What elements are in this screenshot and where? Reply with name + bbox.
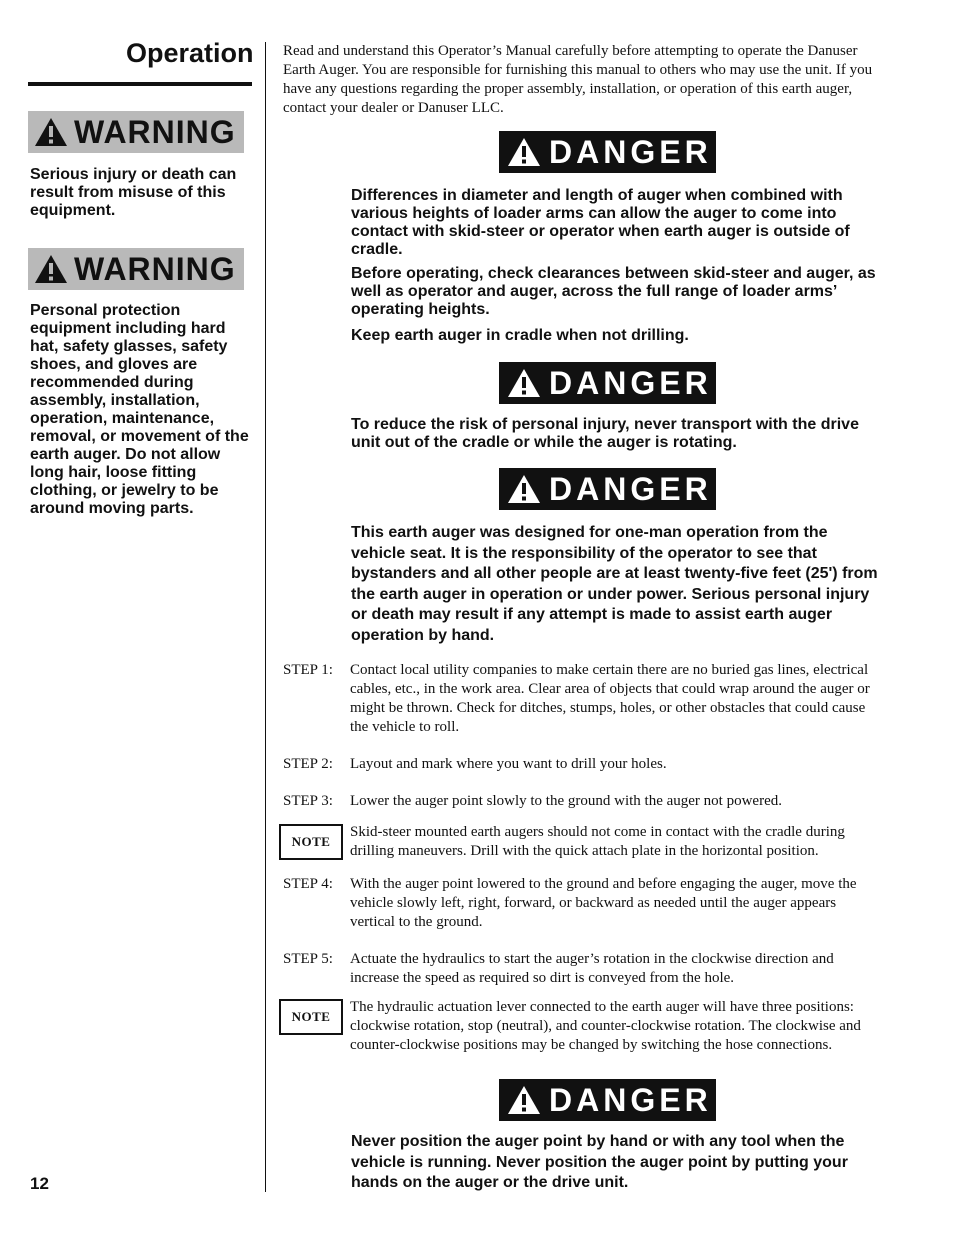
step-label: STEP 5: (283, 951, 333, 967)
warning-triangle-icon (34, 254, 68, 284)
danger-1-paragraph-2: Before operating, check clearances between skid-steer and auger, as well as operator and auger, across the full range of loader arms’ operating heights. (351, 265, 876, 318)
danger-1-paragraph-1: Differences in diameter and length of auger when combined with various heights of loader arms can allow the auger to come into contact with skid-steer or operator when earth auger is outside of cradle. (351, 187, 850, 258)
intro-paragraph: Read and understand this Operator’s Manual carefully before attempting to operate the Danuser Earth Auger. You are responsible for furnishing this manual to others who may use the unit. If you have any questions regarding the proper assembly, installation, or operation of this earth auger, contact your dealer or Danuser LLC. (283, 43, 873, 116)
step-text: Layout and mark where you want to drill your holes. (350, 756, 667, 772)
danger-label-text: DANGER (549, 364, 712, 401)
step-label: STEP 4: (283, 876, 333, 892)
warning-label-text: WARNING (74, 113, 236, 150)
danger-2-paragraph: To reduce the risk of personal injury, never transport with the drive unit out of the cradle or while the auger is rotating. (351, 416, 859, 451)
danger-label-4 (499, 1079, 716, 1121)
warning-triangle-icon (507, 474, 541, 504)
danger-4-paragraph: Never position the auger point by hand or with any tool when the vehicle is running. Never position the auger point by putting your hands on the auger or the drive unit. (351, 1133, 848, 1191)
danger-label-text: DANGER (549, 470, 712, 507)
note-text-1: Skid-steer mounted earth augers should not come in contact with the cradle during drilling maneuvers. Drill with the quick attach plate in the horizontal position. (350, 824, 845, 859)
step-label: STEP 3: (283, 793, 333, 809)
title-rule (28, 82, 252, 86)
step-label: STEP 1: (283, 662, 333, 678)
danger-label-text: DANGER (549, 1081, 712, 1118)
warning-label-1 (28, 111, 244, 153)
danger-label-text: DANGER (549, 133, 712, 170)
warning-triangle-icon (507, 137, 541, 167)
step-2 (283, 755, 873, 774)
step-1 (283, 661, 873, 737)
note-box-1: NOTE (279, 824, 343, 860)
warning-triangle-icon (507, 1085, 541, 1115)
danger-label-1 (499, 131, 716, 173)
column-divider (265, 42, 266, 1192)
danger-1-paragraph-3: Keep earth auger in cradle when not drilling. (351, 327, 689, 344)
step-text: Lower the auger point slowly to the ground with the auger not powered. (350, 793, 782, 809)
warning-text-1: Serious injury or death can result from misuse of this equipment. (30, 166, 237, 219)
step-label: STEP 2: (283, 756, 333, 772)
warning-label-2 (28, 248, 244, 290)
note-box-2: NOTE (279, 999, 343, 1035)
danger-3-paragraph: This earth auger was designed for one-man operation from the vehicle seat. It is the responsibility of the operator to see that bystanders and all other people are at least twenty-five feet (25') from the earth auger in operation or under power. Serious personal injury or death may result if any attempt is made to assist earth auger operation by hand. (351, 524, 878, 644)
step-3 (283, 792, 873, 811)
step-4 (283, 875, 873, 932)
danger-label-3 (499, 468, 716, 510)
warning-triangle-icon (507, 368, 541, 398)
note-text-2: The hydraulic actuation lever connected to the earth auger will have three positions: clockwise rotation, stop (neutral), and counter-clockwise rotation. The clockwise and counter-clockwise positions may be changed by switching the hose connections. (350, 999, 861, 1053)
step-text: Actuate the hydraulics to start the auger’s rotation in the clockwise direction and increase the speed as required so dirt is conveyed from the hole. (350, 951, 834, 986)
step-text: Contact local utility companies to make certain there are no buried gas lines, electrical cables, etc., in the work area. Clear area of objects that could wrap around the auger or might be thrown. Check for ditches, stumps, holes, or other obstacles that could cause the vehicle to roll. (350, 662, 870, 735)
page-number: 12 (30, 1174, 49, 1193)
warning-text-2: Personal protection equipment including hard hat, safety glasses, safety shoes, and gloves are recommended during assembly, installation, operation, maintenance, removal, or movement of the earth auger. Do not allow long hair, loose fitting clothing, or jewelry to be around moving parts. (30, 302, 249, 517)
warning-label-text: WARNING (74, 250, 236, 287)
step-5 (283, 950, 873, 988)
warning-triangle-icon (34, 117, 68, 147)
section-title: Operation (126, 38, 254, 68)
danger-label-2 (499, 362, 716, 404)
step-text: With the auger point lowered to the ground and before engaging the auger, move the vehicle slowly left, right, forward, or backward as needed until the auger appears vertical to the ground. (350, 876, 857, 930)
